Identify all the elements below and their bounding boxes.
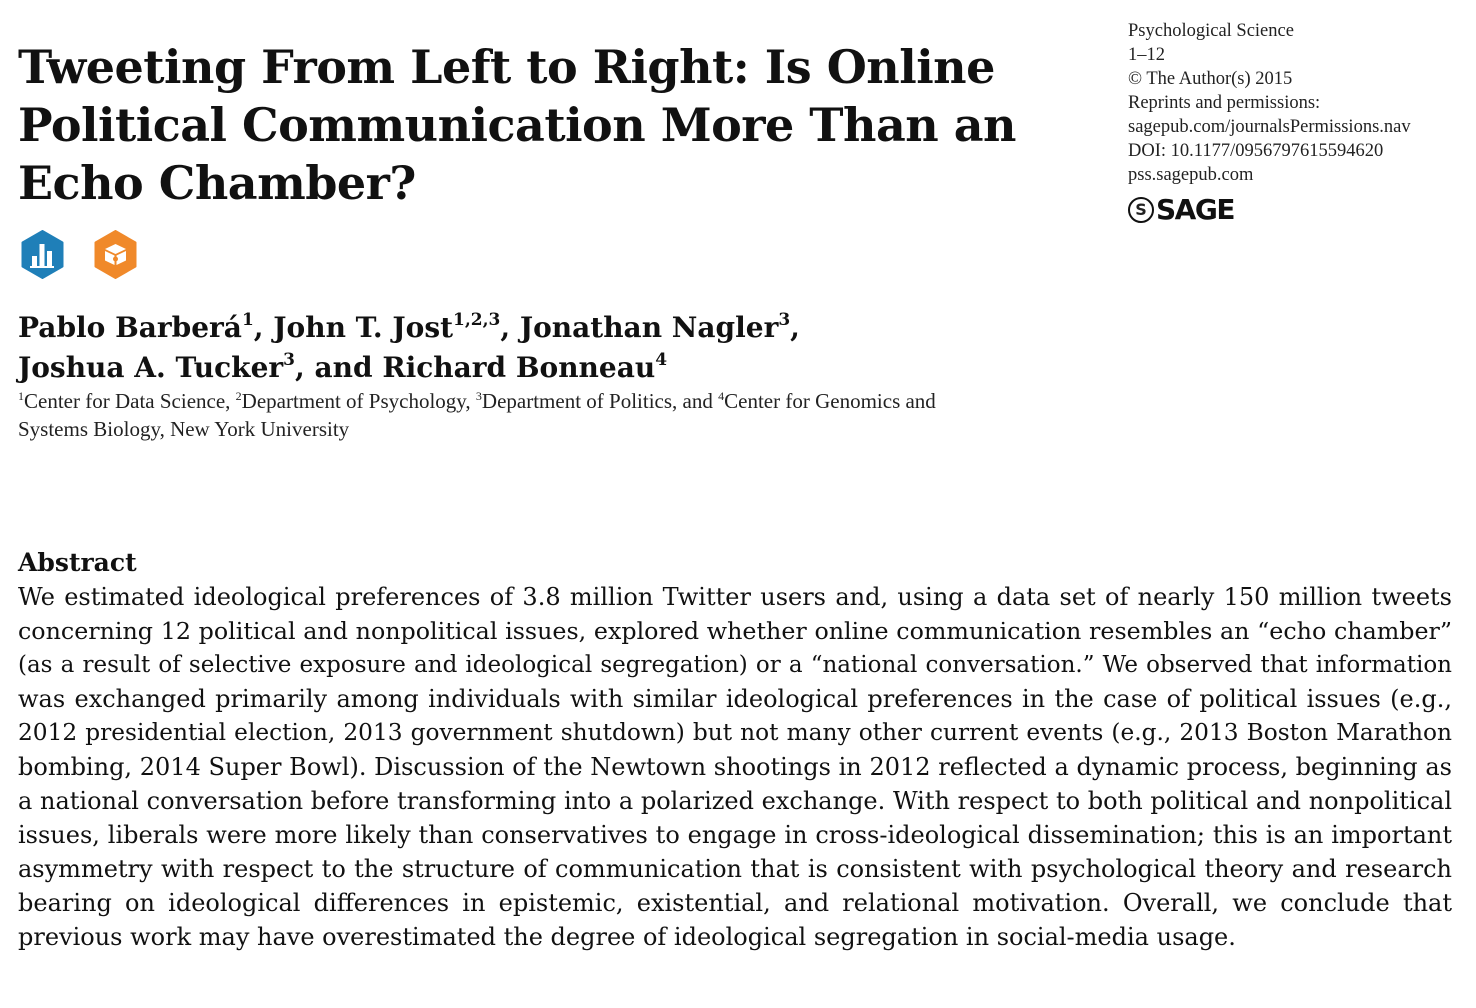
sage-logo (1128, 193, 1468, 227)
abstract-line: previous work may have overestimated the degree of ideological segregation in social-media usage. (18, 923, 1236, 951)
title-line: Echo Chamber? (18, 156, 416, 210)
article-title (18, 38, 1058, 212)
abstract-heading: Abstract (18, 548, 137, 577)
affiliation-text: Department of Psychology, (241, 389, 476, 413)
reprints-label: Reprints and permissions: (1128, 93, 1321, 113)
author-affil-ref: 1,2,3 (453, 310, 501, 330)
abstract-line: issues, liberals were more likely than conservatives to engage in cross-ideological dissemination; this is an important (18, 821, 1452, 849)
abstract-line: (as a result of selective exposure and ideological segregation) or a “national conversation.” We observed that information (18, 652, 1452, 678)
author-name[interactable]: Pablo Barberá (18, 311, 242, 344)
affiliations (18, 387, 1108, 443)
title-line: Political Communication More Than an (18, 98, 1016, 152)
journal-site-link[interactable]: pss.sagepub.com (1128, 165, 1254, 185)
abstract-line: was exchanged primarily among individuals with similar ideological preferences in the case of political issues (e.g., (18, 685, 1452, 713)
abstract-line: concerning 12 political and nonpolitical issues, explored whether online communication resembles an “echo chamber” (18, 617, 1452, 645)
open-data-badge[interactable] (18, 230, 67, 279)
author-line (18, 348, 1118, 388)
author-name[interactable]: Richard Bonneau (382, 351, 656, 384)
abstract-line: bombing, 2014 Super Bowl). Discussion of the Newtown shootings in 2012 reflected a dynamic process, beginning as (18, 753, 1452, 781)
journal-meta (1128, 19, 1468, 227)
affiliation-text: Department of Politics, and (481, 389, 719, 413)
sage-logo-text: SAGE (1156, 193, 1234, 226)
author-affil-ref: 3 (283, 350, 295, 370)
abstract-line: 2012 presidential election, 2013 government shutdown) but not many other current events (e.g., 2013 Boston Marathon (18, 719, 1452, 746)
author-affil-ref: 3 (778, 310, 791, 330)
abstract-text (18, 580, 1452, 954)
box-icon (91, 230, 140, 279)
title-line: Tweeting From Left to Right: Is Online (18, 40, 995, 94)
author-separator: , (790, 311, 800, 344)
journal-name: Psychological Science (1128, 21, 1294, 41)
author-separator: , (253, 311, 274, 344)
affil-number: 3 (475, 389, 482, 403)
author-name[interactable]: John T. Jost (273, 311, 454, 344)
copyright: © The Author(s) 2015 (1128, 69, 1293, 89)
doi[interactable]: DOI: 10.1177/0956797615594620 (1128, 141, 1384, 161)
affil-number: 2 (235, 389, 242, 403)
affiliation-line (18, 387, 1108, 415)
affiliation-line: Systems Biology, New York University (18, 417, 350, 441)
author-name[interactable]: Joshua A. Tucker (18, 351, 284, 384)
abstract-line: asymmetry with respect to the structure of communication that is consistent with psychological theory and research (18, 855, 1452, 883)
abstract-line: bearing on ideological differences in epistemic, existential, and relational motivation. Overall, we conclude that (18, 889, 1452, 917)
author-affil-ref: 4 (655, 350, 668, 370)
author-name[interactable]: Jonathan Nagler (519, 311, 779, 344)
author-separator: , and (295, 351, 383, 384)
author-affil-ref: 1 (241, 310, 254, 330)
affiliation-text: Center for Genomics and (724, 389, 936, 413)
open-materials-badge[interactable] (91, 230, 140, 279)
author-line (18, 308, 1118, 348)
sage-mark-icon: S (1128, 197, 1154, 223)
page-range: 1–12 (1128, 45, 1165, 65)
abstract-line: We estimated ideological preferences of 3.8 million Twitter users and, using a data set of nearly 150 million tweets (18, 583, 1452, 611)
open-science-badges (18, 230, 140, 279)
reprints-link[interactable]: sagepub.com/journalsPermissions.nav (1128, 117, 1411, 137)
affil-number: 4 (718, 389, 725, 403)
bar-chart-icon (18, 230, 67, 279)
affiliation-text: Center for Data Science, (24, 389, 236, 413)
author-list (18, 308, 1118, 388)
author-separator: , (500, 311, 520, 344)
affil-number: 1 (18, 389, 24, 403)
abstract-line: a national conversation before transforming into a polarized exchange. With respect to both political and nonpolitical (18, 787, 1452, 815)
